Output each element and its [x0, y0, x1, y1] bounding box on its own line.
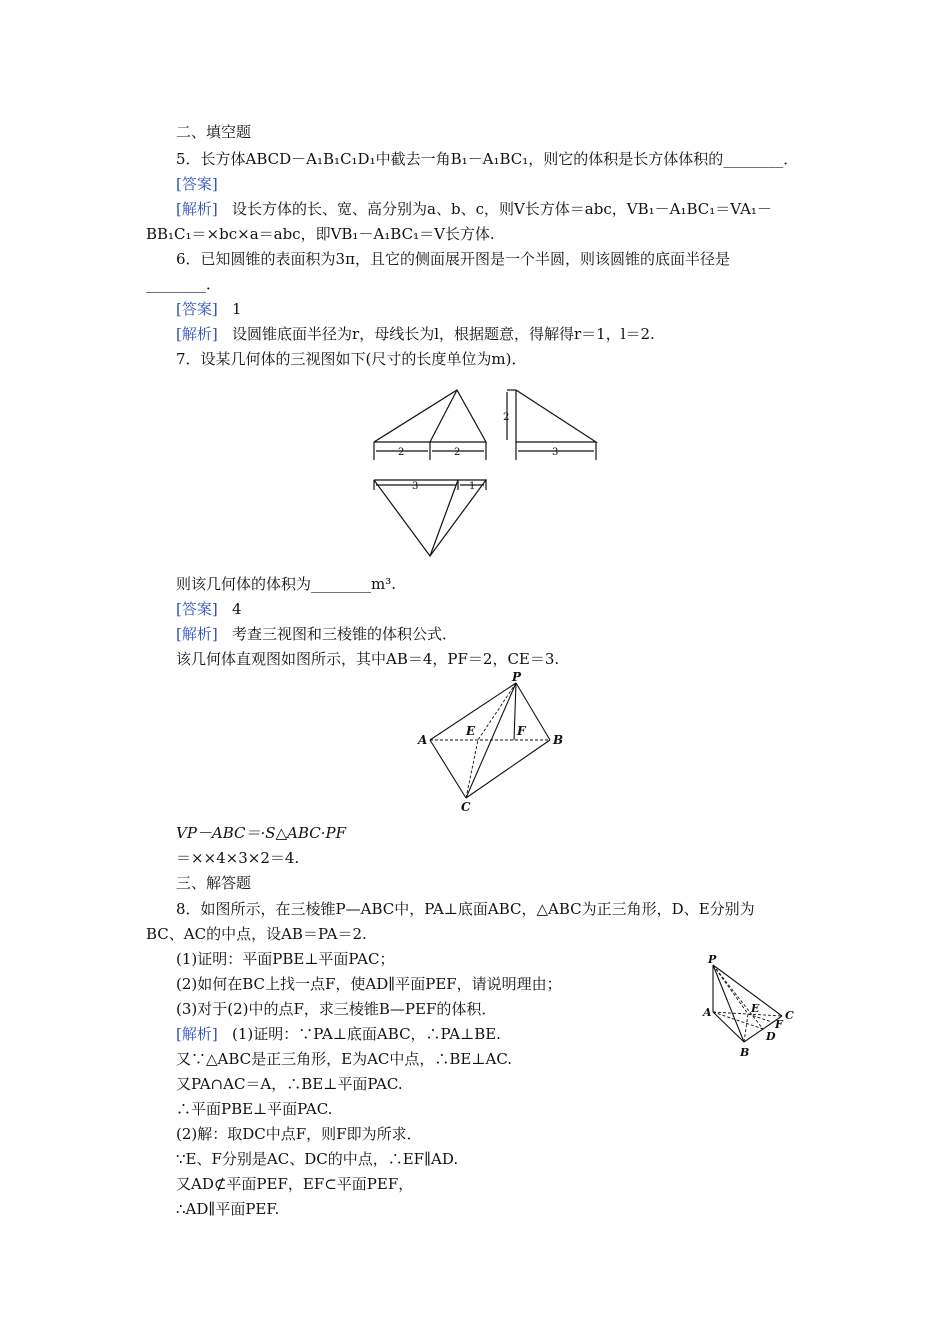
question-6-cont: ________． [146, 275, 222, 293]
explanation-8-line4: ∴平面PBE⊥平面PAC. [176, 1100, 333, 1118]
explanation-7-line3: VP－ABC＝·S△ABC·PF [176, 824, 346, 842]
q8-label-a: A [703, 1006, 712, 1019]
answer-7-tag: [答案] [176, 600, 218, 618]
top-dim-right: 1 [469, 481, 476, 492]
explanation-5-text: 设长方体的长、宽、高分别为a、b、c，则V长方体＝abc，VB₁－A₁BC₁＝VA₁－ [232, 200, 772, 218]
question-6: 6．已知圆锥的表面积为3π，且它的侧面展开图是一个半圆，则该圆锥的底面半径是 [176, 250, 730, 268]
answer-6 [176, 299, 242, 319]
answer-6-tag: [答案] [176, 300, 218, 318]
top-dim-left: 3 [412, 481, 419, 492]
explanation-7-line2: 该几何体直观图如图所示，其中AB＝4，PF＝2，CE＝3. [176, 650, 560, 668]
explanation-8-line7: 又AD⊄平面PEF，EF⊂平面PEF， [176, 1175, 414, 1193]
explanation-6-tag: [解析] [176, 325, 218, 343]
q8-label-d: D [766, 1030, 776, 1043]
explanation-8-line6: ∵E、F分别是AC、DC的中点，∴EF∥AD. [176, 1150, 459, 1168]
pyramid-label-f: F [517, 724, 526, 738]
explanation-8 [176, 1024, 501, 1044]
explanation-5 [176, 199, 772, 219]
q8-label-e: E [751, 1002, 760, 1015]
pyramid-label-b: B [553, 733, 564, 747]
explanation-7-text: 考查三视图和三棱锥的体积公式． [232, 625, 458, 643]
question-5: 5．长方体ABCD－A₁B₁C₁D₁中截去一角B₁－A₁BC₁，则它的体积是长方体体积的________． [176, 150, 799, 168]
answer-5-tag: [答案] [176, 175, 218, 193]
pyramid-label-p: P [512, 670, 522, 684]
explanation-6 [176, 324, 655, 344]
pyramid-label-c: C [461, 800, 471, 814]
explanation-7 [176, 624, 457, 644]
question-8-part1: (1)证明：平面PBE⊥平面PAC； [176, 950, 395, 968]
question-8-part2: (2)如何在BC上找一点F，使AD∥平面PEF，请说明理由； [176, 975, 562, 993]
explanation-8-line2: 又∵△ABC是正三角形，E为AC中点，∴BE⊥AC. [176, 1050, 513, 1068]
side-dim-height: 2 [503, 412, 510, 423]
front-dim-right: 2 [454, 447, 461, 458]
question-8: 8．如图所示，在三棱锥P—ABC中，PA⊥底面ABC，△ABC为正三角形，D、E分别为 [176, 900, 755, 918]
pyramid-label-e: E [466, 724, 476, 738]
front-dim-left: 2 [398, 447, 405, 458]
explanation-7-line4: ＝××4×3×2＝4. [176, 849, 300, 867]
answer-6-value: 1 [232, 300, 242, 318]
answer-7-value: 4 [232, 600, 242, 618]
explanation-8-line3: 又PA∩AC＝A，∴BE⊥平面PAC. [176, 1075, 403, 1093]
explanation-5-cont: BB₁C₁＝×bc×a＝abc，即VB₁－A₁BC₁＝V长方体. [146, 225, 495, 243]
question-8-cont: BC、AC的中点，设AB＝PA＝2. [146, 925, 367, 943]
explanation-8-tag: [解析] [176, 1025, 218, 1043]
front-view-outline [374, 390, 486, 442]
answer-7 [176, 599, 242, 619]
side-view-outline [516, 390, 596, 442]
question-8-part3: (3)对于(2)中的点F，求三棱锥B—PEF的体积． [176, 1000, 497, 1018]
explanation-5-tag: [解析] [176, 200, 218, 218]
q8-label-f: F [775, 1018, 783, 1031]
explanation-8-text: (1)证明：∵PA⊥底面ABC，∴PA⊥BE. [232, 1025, 501, 1043]
section-heading-fill-blank: 二、填空题 [176, 123, 252, 141]
explanation-7-tag: [解析] [176, 625, 218, 643]
side-dim-width: 3 [552, 447, 559, 458]
question-7: 7．设某几何体的三视图如下(尺寸的长度单位为m)． [176, 350, 527, 368]
front-view-inner-edge [430, 390, 457, 442]
explanation-8-line8: ∴AD∥平面PEF. [176, 1200, 280, 1218]
q8-label-b: B [740, 1046, 750, 1059]
section-heading-solve: 三、解答题 [176, 874, 252, 892]
explanation-8-line5: (2)解：取DC中点F，则F即为所求． [176, 1125, 422, 1143]
explanation-6-text: 设圆锥底面半径为r，母线长为l，根据题意，得解得r＝1，l＝2. [232, 325, 655, 343]
q8-label-p: P [708, 953, 717, 966]
top-view-outline [374, 480, 486, 556]
top-view-inner-edge [430, 480, 458, 556]
question-7-volume: 则该几何体的体积为________m³. [176, 575, 397, 593]
pyramid-label-a: A [418, 733, 428, 747]
q8-label-c: C [785, 1009, 794, 1022]
